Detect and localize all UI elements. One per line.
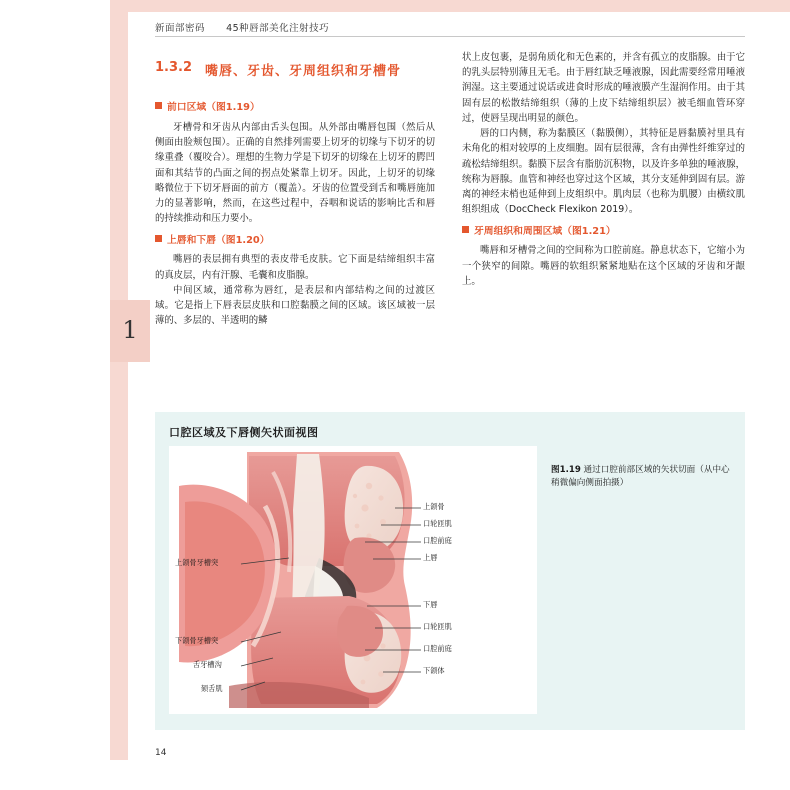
figure-label: 口腔前庭 xyxy=(423,644,452,653)
paragraph: 牙槽骨和牙齿从内部由舌头包围。从外部由嘴唇包围（然后从侧面由脸颊包围）。正确的自然排列需要上切牙的切缘与下切牙的切缘重叠（覆咬合）。理想的生物力学是下切牙的切缘在上切牙的腭凹面和其结节的凸面之间的拐点处紧靠上切牙。因此，上切牙的切缘略微位于下切牙唇面的前方（覆盖）。牙齿的位置受到舌和嘴唇施加力的显著影响，然而，在这些过程中，吞咽和说话的影响比舌和唇的持续推动和压力要小。 xyxy=(155,121,435,225)
left-color-band xyxy=(110,0,128,760)
figure-label: 口腔前庭 xyxy=(423,536,452,545)
running-head-book: 新面部密码 xyxy=(155,23,206,34)
chapter-tab-number: 1 xyxy=(122,316,138,344)
running-head-subtitle: 45种唇部美化注射技巧 xyxy=(226,23,330,34)
top-color-band xyxy=(110,0,790,12)
figure-panel xyxy=(155,412,745,730)
square-bullet-icon xyxy=(462,226,469,233)
figure-label: 下唇 xyxy=(423,600,438,609)
section-number: 1.3.2 xyxy=(155,60,193,75)
figure-caption xyxy=(551,464,733,491)
subheading-anterior-oral-region: 前口区域（图1.19） xyxy=(155,100,435,116)
paragraph: 嘴唇和牙槽骨之间的空间称为口腔前庭。静息状态下，它缩小为一个狭窄的间隙。嘴唇的软组织紧紧地贴在这个区域的牙齿和牙龈上。 xyxy=(462,245,745,287)
figure-label: 上颌骨牙槽突 xyxy=(175,558,219,567)
figure-label: 舌牙槽沟 xyxy=(193,660,222,669)
right-text-column xyxy=(462,50,745,289)
paragraph: 中间区域，通常称为唇红，是表层和内部结构之间的过渡区域。它是指上下唇表层皮肤和口腔黏膜之间的区域。该区域被一层薄的、多层的、半透明的鳞 xyxy=(155,284,435,327)
page-number: 14 xyxy=(155,748,167,758)
figure-label: 下颌骨牙槽突 xyxy=(175,636,219,645)
figure-label: 上颌骨 xyxy=(423,502,445,511)
subheading-periodontium: 牙周组织和周围区域（图1.21） xyxy=(462,224,745,240)
chapter-tab xyxy=(110,300,150,362)
paragraph: 状上皮包裹，是弱角质化和无色素的，并含有孤立的皮脂腺。由于它的乳头层特别薄且无毛。由于唇红缺乏唾液腺，因此需要经常用唾液润湿。这主要通过说话或进食时形成的唾液膜产生湿润作用。由于其固有层的松散结缔组织（薄的上皮下结缔组织层）被毛细血管环穿过，使唇呈现出明显的颜色。 xyxy=(462,52,745,124)
figure-panel-title: 口腔区域及下唇侧矢状面视图 xyxy=(169,426,319,439)
figure-label: 口轮匝肌 xyxy=(423,622,452,631)
subheading-upper-lower-lip: 上唇和下唇（图1.20） xyxy=(155,233,435,249)
figure-caption-text: 通过口腔前部区域的矢状切面（从中心稍微偏向侧面拍摄） xyxy=(551,465,730,489)
anatomy-sagittal-illustration xyxy=(169,446,537,714)
figure-image xyxy=(169,446,537,714)
left-text-column xyxy=(155,94,435,329)
square-bullet-icon xyxy=(155,235,162,242)
figure-label: 颏舌肌 xyxy=(201,684,223,693)
figure-caption-label: 图1.19 xyxy=(551,465,581,475)
paragraph: 嘴唇的表层拥有典型的表皮带毛皮肤。它下面是结缔组织丰富的真皮层，内有汗腺、毛囊和皮脂腺。 xyxy=(155,254,435,281)
paragraph: 唇的口内侧，称为黏膜区（黏膜侧），其特征是唇黏膜衬里具有未角化的相对较厚的上皮细胞。固有层很薄，含有由弹性纤维穿过的疏松结缔组织。黏膜下层含有脂肪沉积物，以及许多单独的唾液腺，统称为唇腺。血管和神经也穿过这个区域，其分支延伸到固有层。游离的神经末梢也延伸到上皮组织中。肌肉层（也称为肌腰）由横纹肌组织组成（DocCheck Flexikon 2019）。 xyxy=(462,128,745,216)
running-head xyxy=(155,20,329,34)
figure-label: 下颌体 xyxy=(423,666,445,675)
section-title: 嘴唇、牙齿、牙周组织和牙槽骨 xyxy=(205,64,402,79)
square-bullet-icon xyxy=(155,102,162,109)
figure-label: 上唇 xyxy=(423,553,438,562)
header-rule xyxy=(155,36,745,37)
figure-label: 口轮匝肌 xyxy=(423,519,452,528)
